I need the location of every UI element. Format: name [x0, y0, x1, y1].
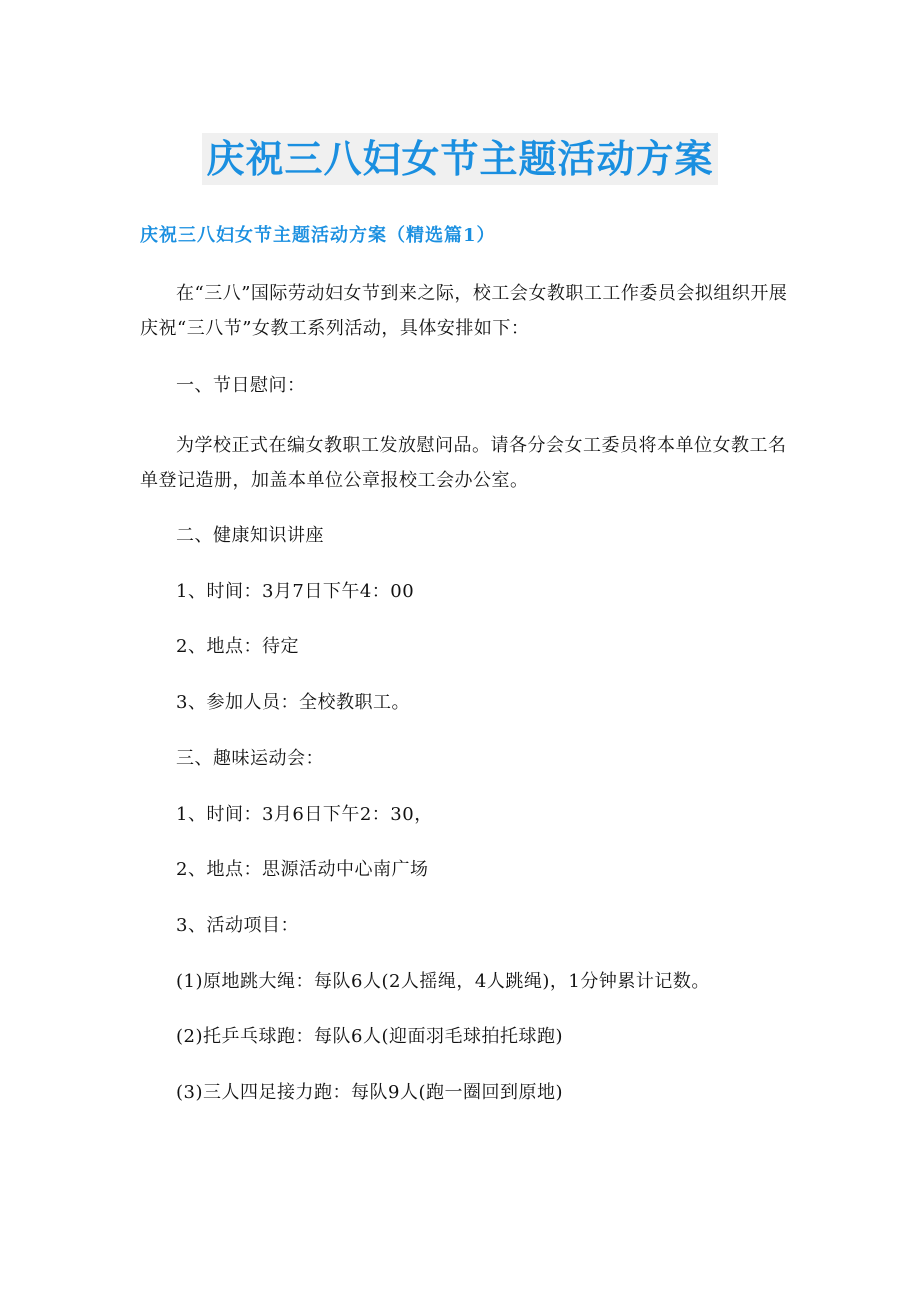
section3-title: 三、趣味运动会： [176, 748, 324, 769]
section3-time: 1、时间：3月6日下午2：30， [176, 804, 433, 825]
section2-people: 3、参加人员：全校教职工。 [176, 692, 410, 713]
document-title-text: 庆祝三八妇女节主题活动方案 [202, 133, 717, 185]
list-item: (2)托乒乓球跑：每队6人(迎面羽毛球拍托球跑) [176, 1026, 563, 1047]
section1-title: 一、节日慰问： [176, 375, 306, 396]
section2-time: 1、时间：3月7日下午4：00 [176, 581, 415, 602]
section1-body: 为学校正式在编女教职工发放慰问品。请各分会女工委员将本单位女教工名单登记造册，加盖本单位公章报校工会办公室。 [140, 435, 787, 491]
list-item: (1)原地跳大绳：每队6人(2人摇绳，4人跳绳)，1分钟累计记数。 [176, 971, 710, 992]
section3-place: 2、地点：思源活动中心南广场 [176, 859, 429, 880]
list-item: (3)三人四足接力跑：每队9人(跑一圈回到原地) [176, 1082, 563, 1103]
section2-place: 2、地点：待定 [176, 636, 299, 657]
section-heading: 庆祝三八妇女节主题活动方案（精选篇1） [140, 225, 496, 246]
section2-title: 二、健康知识讲座 [176, 525, 324, 546]
document-title [0, 133, 920, 185]
intro-paragraph: 在“三八”国际劳动妇女节到来之际，校工会女教职工工作委员会拟组织开展庆祝“三八节”女教工系列活动，具体安排如下： [140, 283, 788, 339]
section3-items-label: 3、活动项目： [176, 915, 299, 936]
